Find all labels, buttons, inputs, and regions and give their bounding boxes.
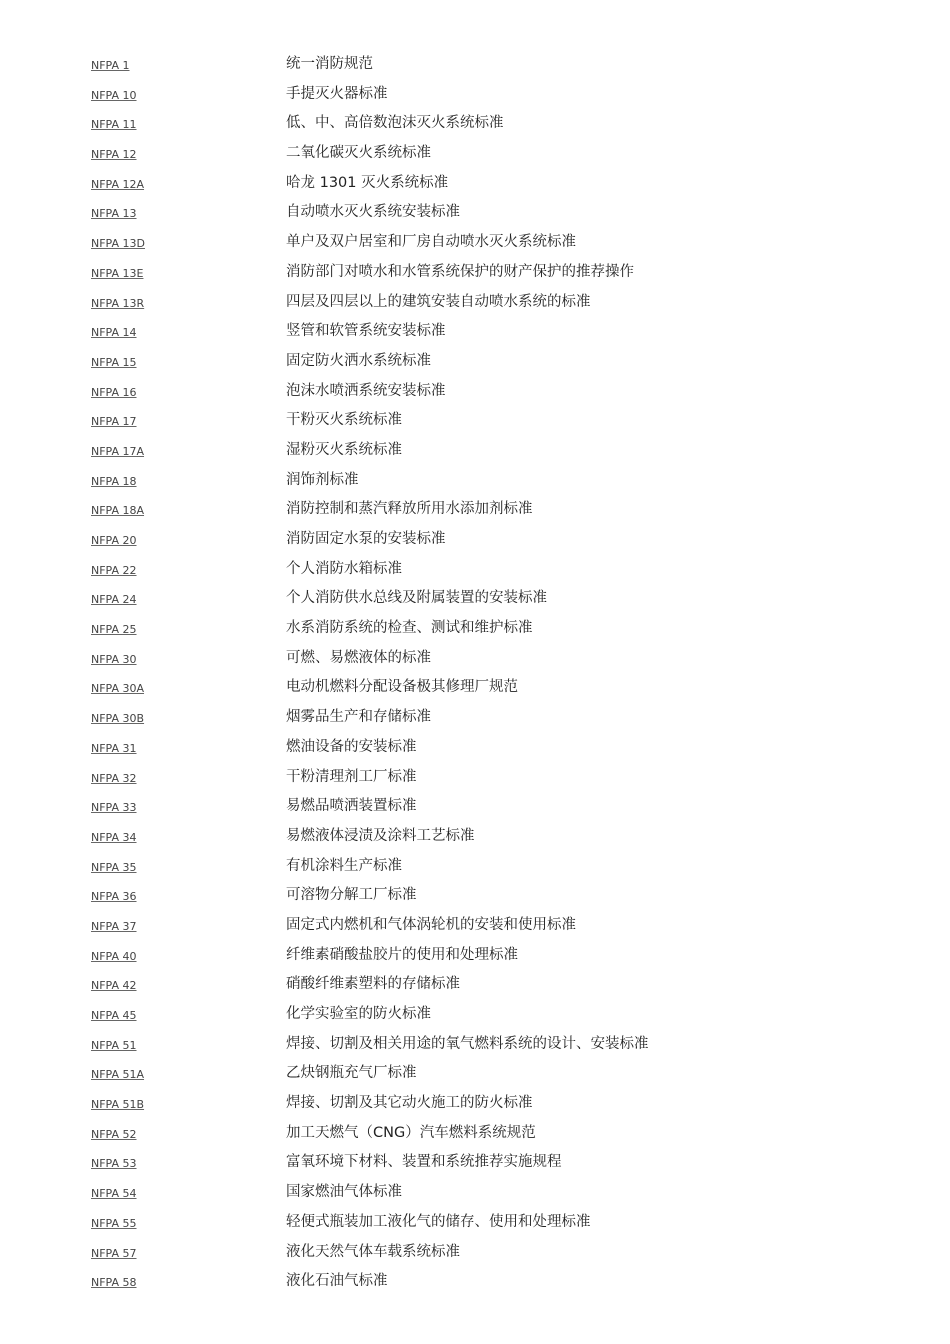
standard-code-link[interactable]: NFPA 13E [91, 266, 144, 280]
list-item [0, 965, 950, 995]
list-item [0, 431, 950, 461]
standard-code-link[interactable]: NFPA 25 [91, 623, 137, 637]
standard-title: 燃油设备的安装标准 [286, 738, 417, 755]
standard-title: 泡沫水喷洒系统安装标准 [286, 382, 446, 399]
list-item [0, 283, 950, 313]
standard-title: 个人消防水箱标准 [286, 560, 402, 577]
standard-code-link[interactable]: NFPA 35 [91, 860, 137, 874]
list-item [0, 609, 950, 639]
list-item [0, 312, 950, 342]
list-item [0, 134, 950, 164]
standard-title: 可溶物分解工厂标准 [286, 887, 417, 904]
list-item [0, 579, 950, 609]
standard-title: 湿粉灭火系统标准 [286, 441, 402, 458]
list-item [0, 1114, 950, 1144]
list-item [0, 550, 950, 580]
standard-code-link[interactable]: NFPA 10 [91, 88, 137, 102]
list-item [0, 995, 950, 1025]
standard-title: 哈龙 1301 灭火系统标准 [286, 174, 449, 191]
standard-title: 个人消防供水总线及附属装置的安装标准 [286, 590, 547, 607]
standard-title: 液化石油气标准 [286, 1273, 388, 1290]
list-item [0, 639, 950, 669]
list-item [0, 461, 950, 491]
standard-code-link[interactable]: NFPA 30 [91, 652, 137, 666]
standard-code-link[interactable]: NFPA 13D [91, 237, 145, 251]
standard-title: 液化天然气体车载系统标准 [286, 1243, 460, 1260]
standard-title: 焊接、切割及其它动火施工的防火标准 [286, 1095, 533, 1112]
standard-title: 固定式内燃机和气体涡轮机的安装和使用标准 [286, 916, 576, 933]
standard-title: 焊接、切割及相关用途的氧气燃料系统的设计、安装标准 [286, 1035, 649, 1052]
standard-title: 竖管和软管系统安装标准 [286, 323, 446, 340]
standard-title: 电动机燃料分配设备极其修理厂规范 [286, 679, 518, 696]
list-item [0, 164, 950, 194]
standard-title: 二氧化碳灭火系统标准 [286, 145, 431, 162]
standard-title: 国家燃油气体标准 [286, 1184, 402, 1201]
list-item [0, 698, 950, 728]
standard-code-link[interactable]: NFPA 30A [91, 682, 145, 696]
standard-code-link[interactable]: NFPA 18A [91, 504, 145, 518]
standard-title: 轻便式瓶装加工液化气的储存、使用和处理标准 [286, 1213, 591, 1230]
list-item [0, 104, 950, 134]
standard-title: 干粉灭火系统标准 [286, 412, 402, 429]
standard-code-link[interactable]: NFPA 1 [91, 59, 130, 72]
standard-title: 消防固定水泵的安装标准 [286, 531, 446, 547]
standard-title: 干粉清理剂工厂标准 [286, 768, 417, 785]
standard-code-link[interactable]: NFPA 51A [91, 1068, 145, 1082]
standard-code-link[interactable]: NFPA 18 [91, 474, 137, 488]
standard-code-link[interactable]: NFPA 17A [91, 444, 145, 458]
standard-title: 消防部门对喷水和水管系统保护的财产保护的推荐操作 [286, 263, 634, 280]
list-item [0, 342, 950, 372]
standard-title: 易燃液体浸渍及涂料工艺标准 [286, 827, 475, 844]
list-item [0, 401, 950, 431]
standard-title: 单户及双户居室和厂房自动喷水灭火系统标准 [286, 234, 576, 251]
standard-title: 化学实验室的防火标准 [286, 1006, 431, 1022]
standard-title: 烟雾品生产和存储标准 [286, 709, 431, 726]
standard-code-link[interactable]: NFPA 13R [91, 296, 145, 310]
standard-title: 自动喷水灭火系统安装标准 [286, 204, 460, 221]
standard-code-link[interactable]: NFPA 12 [91, 148, 137, 162]
standard-code-link[interactable]: NFPA 36 [91, 890, 137, 904]
standard-code-link[interactable]: NFPA 31 [91, 741, 137, 755]
list-item [0, 1084, 950, 1114]
list-item [0, 372, 950, 402]
standard-title: 消防控制和蒸汽释放所用水添加剂标准 [286, 501, 533, 518]
standard-code-link[interactable]: NFPA 24 [91, 593, 137, 607]
standard-title: 低、中、高倍数泡沫灭火系统标准 [286, 115, 504, 132]
standard-code-link[interactable]: NFPA 16 [91, 385, 137, 399]
list-item [0, 75, 950, 105]
list-item [0, 1262, 950, 1292]
standard-code-link[interactable]: NFPA 53 [91, 1157, 137, 1171]
standard-title: 有机涂料生产标准 [286, 857, 402, 874]
list-item [0, 936, 950, 966]
list-item [0, 1025, 950, 1055]
list-item [0, 520, 950, 550]
standard-code-link[interactable]: NFPA 12A [91, 177, 145, 191]
standard-title: 润饰剂标准 [286, 471, 359, 488]
standard-code-link[interactable]: NFPA 57 [91, 1246, 137, 1260]
list-item [0, 906, 950, 936]
list-item [0, 1173, 950, 1203]
standard-title: 可燃、易燃液体的标准 [286, 649, 431, 666]
standard-title: 统一消防规范 [286, 56, 373, 72]
list-item [0, 193, 950, 223]
standard-code-link[interactable]: NFPA 15 [91, 355, 137, 369]
standard-title: 硝酸纤维素塑料的存储标准 [286, 976, 460, 993]
standard-code-link[interactable]: NFPA 20 [91, 534, 137, 547]
list-item [0, 668, 950, 698]
list-item [0, 728, 950, 758]
standard-code-link[interactable]: NFPA 13 [91, 207, 137, 221]
list-item [0, 876, 950, 906]
standard-code-link[interactable]: NFPA 14 [91, 326, 137, 340]
standard-title: 水系消防系统的检查、测试和维护标准 [286, 620, 533, 637]
list-item [0, 1054, 950, 1084]
standard-title: 富氧环境下材料、装置和系统推荐实施规程 [286, 1154, 562, 1171]
standard-code-link[interactable]: NFPA 55 [91, 1216, 137, 1230]
list-item [0, 223, 950, 253]
standard-title: 乙炔钢瓶充气厂标准 [286, 1065, 417, 1082]
standard-code-link[interactable]: NFPA 33 [91, 801, 137, 815]
list-item [0, 1233, 950, 1263]
standard-title: 手提灭火器标准 [286, 85, 388, 102]
standard-code-link[interactable]: NFPA 42 [91, 979, 137, 993]
standard-title: 固定防火洒水系统标准 [286, 352, 431, 369]
standard-code-link[interactable]: NFPA 17 [91, 415, 137, 429]
standard-code-link[interactable]: NFPA 34 [91, 830, 137, 844]
standard-title: 加工天燃气（CNG）汽车燃料系统规范 [286, 1124, 536, 1141]
list-item [0, 787, 950, 817]
standard-title: 纤维素硝酸盐胶片的使用和处理标准 [286, 946, 518, 963]
standard-code-link[interactable]: NFPA 51B [91, 1098, 145, 1112]
list-item [0, 253, 950, 283]
standard-code-link[interactable]: NFPA 51 [91, 1038, 137, 1052]
standard-code-link[interactable]: NFPA 40 [91, 949, 137, 963]
list-item [0, 45, 950, 75]
standard-code-link[interactable]: NFPA 54 [91, 1187, 137, 1201]
standard-code-link[interactable]: NFPA 22 [91, 563, 137, 577]
standard-code-link[interactable]: NFPA 11 [91, 118, 137, 132]
standards-list [0, 45, 950, 1292]
list-item [0, 758, 950, 788]
standard-code-link[interactable]: NFPA 45 [91, 1009, 137, 1022]
standard-code-link[interactable]: NFPA 32 [91, 771, 137, 785]
standard-code-link[interactable]: NFPA 52 [91, 1127, 137, 1141]
list-item [0, 1203, 950, 1233]
list-item [0, 1143, 950, 1173]
standard-code-link[interactable]: NFPA 37 [91, 919, 137, 933]
list-item [0, 490, 950, 520]
list-item [0, 817, 950, 847]
standard-title: 四层及四层以上的建筑安装自动喷水系统的标准 [286, 293, 591, 310]
standard-code-link[interactable]: NFPA 30B [91, 712, 145, 726]
list-item [0, 847, 950, 877]
standard-title: 易燃品喷洒装置标准 [286, 798, 417, 815]
standard-code-link[interactable]: NFPA 58 [91, 1276, 137, 1290]
